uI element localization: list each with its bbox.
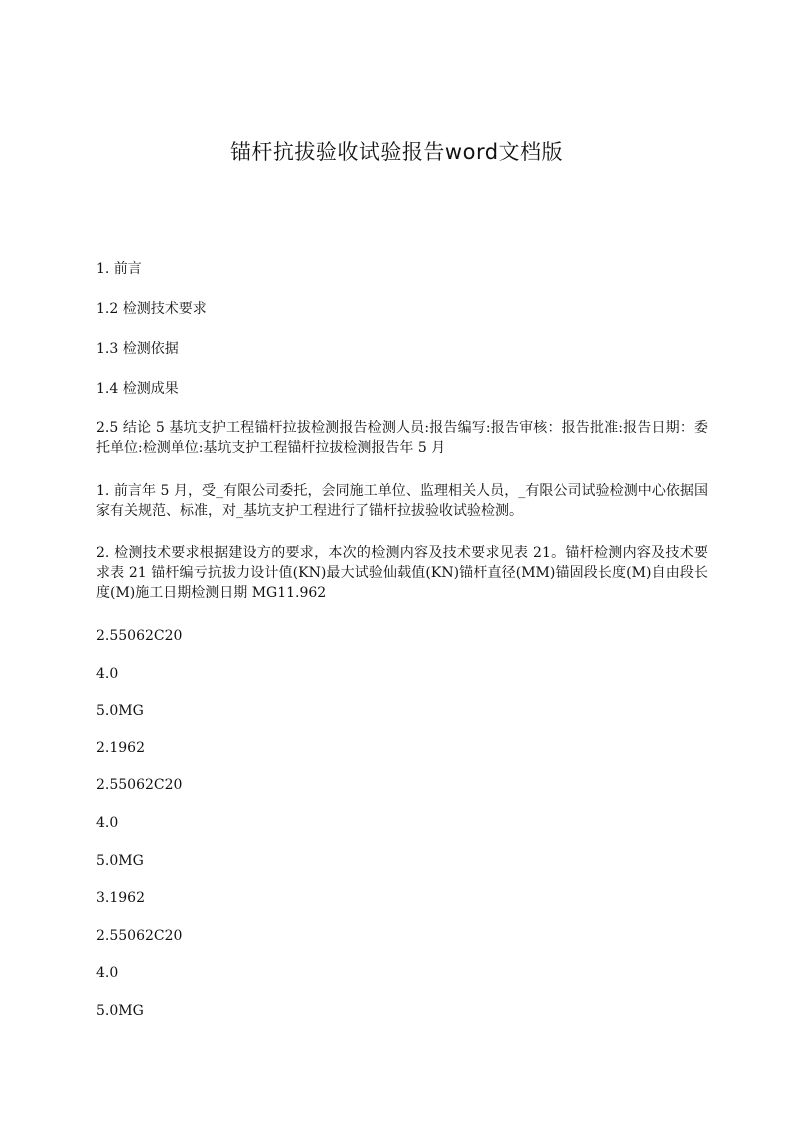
- data-line: 2.55062C20: [96, 928, 183, 944]
- data-line: 4.0: [96, 965, 119, 981]
- section-technical-requirements-heading: 1.2 检测技术要求: [96, 301, 207, 317]
- paragraph-conclusion-summary: 2.5 结论 5 基坑支护工程锚杆拉拔检测报告检测人员:报告编写:报告审核：报告批准:报告日期：委托单位:检测单位:基坑支护工程锚杆拉拔检测报告年 5 月: [96, 420, 708, 456]
- section-testing-results-heading: 1.4 检测成果: [96, 381, 179, 397]
- section-preface-heading: 1. 前言: [96, 261, 142, 277]
- data-line: 5.0MG: [96, 853, 144, 869]
- data-line: 3.1962: [96, 890, 145, 906]
- data-line: 4.0: [96, 666, 119, 682]
- document-title: 锚杆抗拔验收试验报告word文档版: [229, 140, 564, 164]
- data-line: 5.0MG: [96, 1003, 144, 1019]
- data-line: 2.1962: [96, 740, 145, 756]
- data-line: 5.0MG: [96, 703, 144, 719]
- data-line: 2.55062C20: [96, 777, 183, 793]
- data-line: 2.55062C20: [96, 628, 183, 644]
- paragraph-preface-body: 1. 前言年 5 月，受_有限公司委托，会同施工单位、监理相关人员，_有限公司试验检测中心依据国家有关规范、标准，对_基坑支护工程进行了锚杆拉拔验收试验检测。: [96, 483, 708, 519]
- paragraph-technical-requirements-body: 2. 检测技术要求根据建设方的要求，本次的检测内容及技术要求见表 21。锚杆检测内容及技术要求表 21 锚杆编亏抗拔力设计值(KN)最大试验仙载值(KN)锚杆直径(MM)锚固段长度(M)自由段长度(M)施工日期检测日期 MG11.962: [96, 545, 708, 601]
- data-line: 4.0: [96, 815, 119, 831]
- section-testing-basis-heading: 1.3 检测依据: [96, 341, 179, 357]
